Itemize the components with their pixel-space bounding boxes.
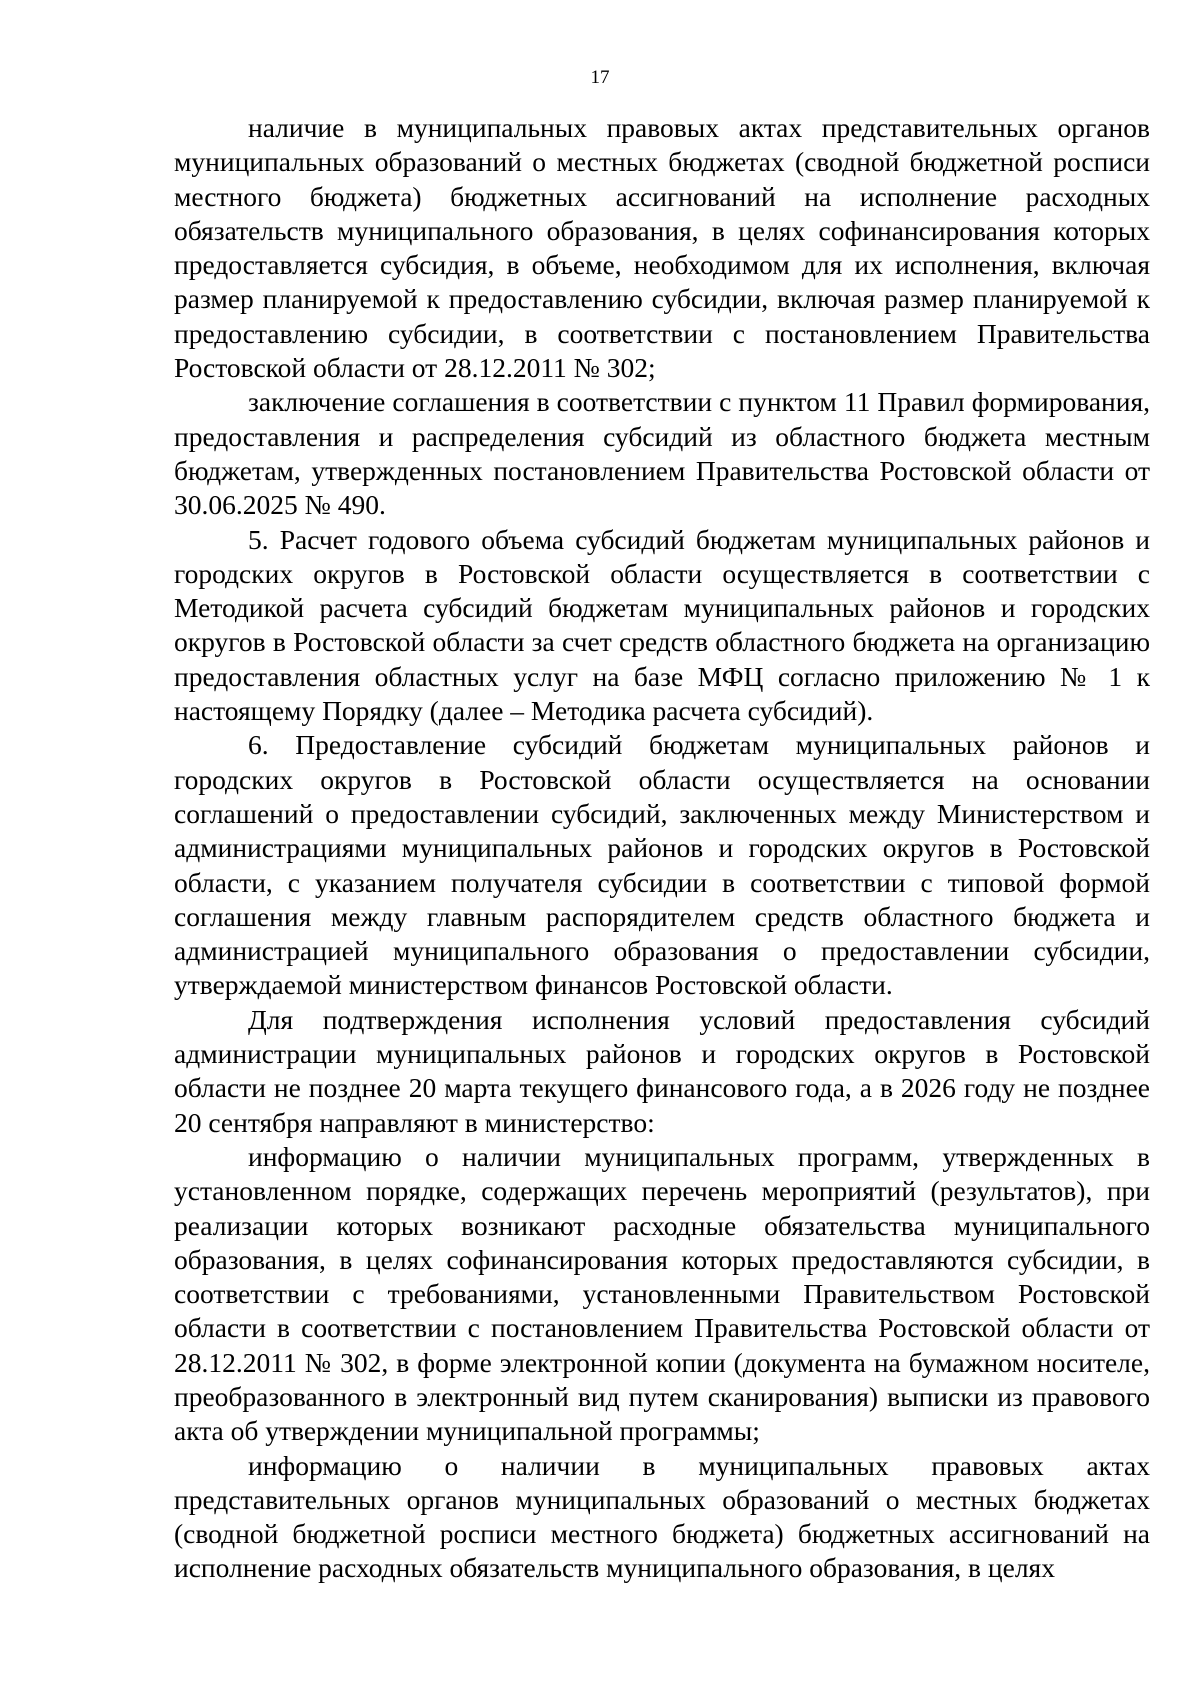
paragraph-legal-acts-info: информацию о наличии в муниципальных правовых актах представительных органов муниципальных образований о местных бюджетах (сводной бюджетной росписи местного бюджета) бюджетных ассигнований на исполнение расходных обязательств муниципального образования, в целях	[174, 1449, 1150, 1584]
document-body	[174, 111, 1150, 1586]
page-number: 17	[590, 67, 610, 88]
paragraph-6-subsidy-provision: 6. Предоставление субсидий бюджетам муниципальных районов и городских округов в Ростовской области осуществляется на основании соглашений о предоставлении субсидий, заключенных между Министерством и администрациями муниципальных районов и городских округов в Ростовской области, с указанием получателя субсидии в соответствии с типовой формой соглашения между главным распорядителем средств областного бюджета и администрацией муниципального образования о предоставлении субсидии, утверждаемой министерством финансов Ростовской области.	[174, 729, 1150, 1001]
paragraph-municipal-programs-info: информацию о наличии муниципальных программ, утвержденных в установленном порядке, содержащих перечень мероприятий (результатов), при реализации которых возникают расходные обязательства муниципального образования, в целях софинансирования которых предоставляются субсидии, в соответствии с требованиями, установленными Правительством Ростовской области в соответствии с постановлением Правительства Ростовской области от 28.12.2011 № 302, в форме электронной копии (документа на бумажном носителе, преобразованного в электронный вид путем сканирования) выписки из правового акта об утверждении муниципальной программы;	[174, 1140, 1150, 1447]
paragraph-5-subsidy-calculation: 5. Расчет годового объема субсидий бюджетам муниципальных районов и городских округов в Ростовской области осуществляется в соответствии с Методикой расчета субсидий бюджетам муниципальных районов и городских округов в Ростовской области за счет средств областного бюджета на организацию предоставления областных услуг на базе МФЦ согласно приложению № 1 к настоящему Порядку (далее – Методика расчета субсидий).	[174, 523, 1150, 727]
paragraph-budget-allocations: наличие в муниципальных правовых актах представительных органов муниципальных образований о местных бюджетах (сводной бюджетной росписи местного бюджета) бюджетных ассигнований на исполнение расходных обязательств муниципального образования, в целях софинансирования которых предоставляется субсидия, в объеме, необходимом для их исполнения, включая размер планируемой к предоставлению субсидии, включая размер планируемой к предоставлению субсидии, в соответствии с постановлением Правительства Ростовской области от 28.12.2011 № 302;	[174, 112, 1150, 384]
paragraph-agreement: заключение соглашения в соответствии с пунктом 11 Правил формирования, предоставления и распределения субсидий из областного бюджета местным бюджетам, утвержденных постановлением Правительства Ростовской области от 30.06.2025 № 490.	[174, 386, 1150, 521]
paragraph-confirmation-conditions: Для подтверждения исполнения условий предоставления субсидий администрации муниципальных районов и городских округов в Ростовской области не позднее 20 марта текущего финансового года, а в 2026 году не позднее 20 сентября направляют в министерство:	[174, 1003, 1150, 1138]
